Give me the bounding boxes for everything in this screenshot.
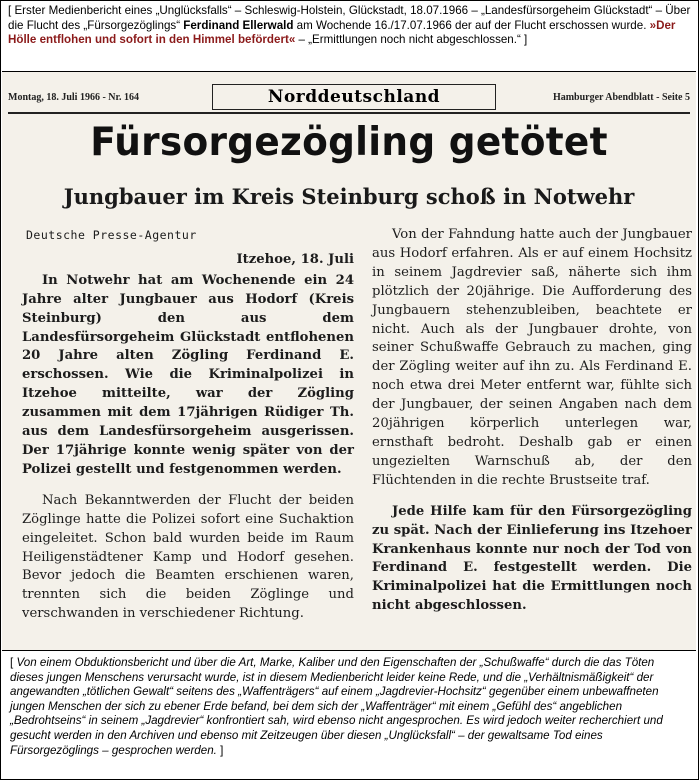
masthead [8,84,690,106]
article-headline: Fürsorgezögling getötet [90,120,608,165]
intro-text-2: am Wochende 16./17.07.1966 der auf der Flucht erschossen wurde. [293,18,650,32]
intro-text-1: [ Erster Medienbericht eines „Unglücksfalls“ – Schleswig-Holstein, Glückstadt, 18.07.1966 – „Landesfürsorgeheim Glückstadt“ – Über die Flucht des „Fürsorgezöglings“ [8,4,691,32]
masthead-publication: Hamburger Abendblatt - Seite 5 [552,92,690,103]
newspaper-clipping [2,71,696,651]
outro-open-bracket: [ [10,656,17,669]
dateline: Itzehoe, 18. Juli [236,251,354,267]
outro-close-bracket: ] [216,743,224,757]
article-lead: In Notwehr hat am Wochenende ein 24 Jahre alter Jungbauer aus Hodorf (Kreis Steinburg) den aus dem Landesfürsorgeheim Glückstadt entflohenen 20 Jahre alten Zögling Ferdinand E. erschossen. Wie die Kriminalpolizei in Itzehoe mitteilte, war der Zögling zusammen mit dem 17jährigen Rüdiger Th. aus dem Landesfürsorgeheim ausgerissen. Der 17jährige konnte wenig später von der Polizei gestellt und festgenommen werden. [22,272,354,477]
news-agency: Deutsche Presse-Agentur [26,228,197,242]
outro-text: Von einem Obduktionsbericht und über die Art, Marke, Kaliber und den Eigenschaften der „Schußwaffe“ durch die das Töten dieses jungen Menschens verursacht wurde, ist in diesem Medienbericht leider keine Rede, und die „Verhältnismäßigkeit“ der angewandten „tötlichen Gewalt“ seitens des „Waffenträgers“ auf einem „Jagdrevier-Hochsitz“ gegenüber einem unbewaffneten jungen Menschen der sich zu ebener Erde befand, bei dem sich der „Waffenträger“ mit einem „Gefühl des“ angeblichen „Bedrohtseins“ in seinem „Jagdrevier“ konfrontiert sah, wird ebenso nicht angesprochen. Es wird jedoch weiter recherchiert und gesucht werden in den Archiven und ebenso mit Zeitzeugen über diesen „Unglücksfall“ – der gewaltsame Tod eines Fürsorgezöglings – gesprochen werden. [10,656,663,757]
masthead-section-title: Norddeutschland [212,84,496,110]
intro-text-3: – „Ermittlungen noch nicht abgeschlossen.“ ] [295,33,528,47]
article-column-left [22,226,354,624]
victim-name: Ferdinand Ellerwald [183,18,294,32]
article-paragraph-4: Jede Hilfe kam für den Fürsorgezögling zu spät. Nach der Einlieferung ins Itzehoer Krankenhaus konnte nur noch der Tod von Ferdinand E. festgestellt werden. Die Kriminalpolizei hat die Ermittlungen noch nicht abgeschlossen. [372,503,692,614]
masthead-date: Montag, 18. Juli 1966 - Nr. 164 [8,92,140,103]
article-paragraph-3: Von der Fahndung hatte auch der Jungbauer aus Hodorf erfahren. Als er auf einem Hochsitz in seinem Jagdrevier saß, näherte sich ihm plötzlich der 20jährige. Die Aufforderung des Jungbauern stehenzubleiben, beachtete er nicht. Auch als der Jungbauer drohte, von seiner Schußwaffe Gebrauch zu machen, ging der Zögling weiter auf ihn zu. Als Ferdinand E. noch etwa drei Meter entfernt war, fühlte sich der Jungbauer, der seinen Angaben nach dem 20jährigen körperlich unterlegen war, ernsthaft bedroht. Deshalb gab er einen ungezielten Warnschuß ab, der den Flüchtenden in die rechte Brustseite traf. [372,227,692,488]
outro-caption [10,656,688,758]
article-paragraph-2: Nach Bekanntwerden der Flucht der beiden Zöglinge hatte die Polizei sofort eine Suchaktion eingeleitet. Schon bald wurden beide im Raum Heiligenstädtener Kamp und Hodorf gesehen. Bevor jedoch die Beamten erschienen waren, trennten sich die beiden Zöglinge und verschwanden in verschiedener Richtung. [22,492,354,622]
article-subheadline: Jungbauer im Kreis Steinburg schoß in Notwehr [63,184,635,209]
intro-highlight-quote: »Der Hölle entflohen und sofort in den Himmel befördert« [8,18,676,47]
article-column-right [372,226,692,616]
masthead-rule [8,112,690,114]
intro-caption [8,4,694,48]
